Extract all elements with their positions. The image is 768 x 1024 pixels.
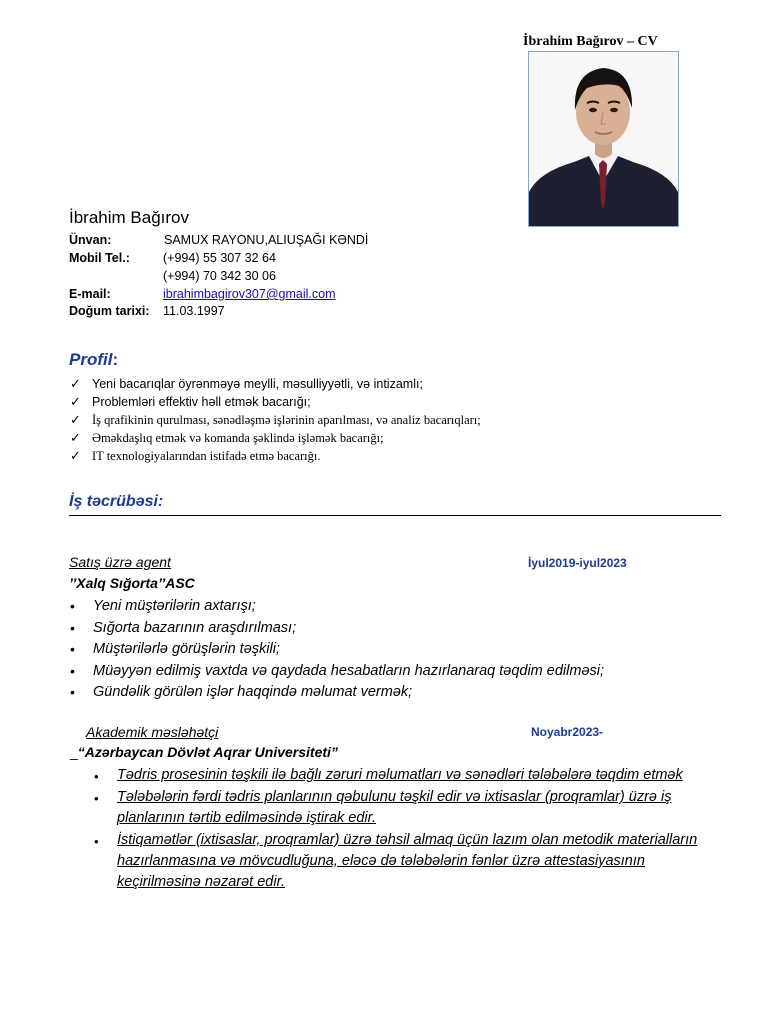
profile-item — [70, 393, 481, 411]
profile-heading-colon: : — [112, 350, 119, 369]
duty-item — [94, 787, 717, 829]
profile-item — [70, 429, 481, 447]
bullet-icon: • — [70, 662, 75, 679]
profile-item-text: Yeni bacarıqlar öyrənməyə meylli, məsulliyyətli, və intizamlı; — [92, 377, 423, 391]
duty-item — [94, 765, 717, 787]
bullet-icon: • — [70, 619, 75, 636]
section-divider — [69, 515, 721, 516]
profile-photo — [528, 51, 679, 227]
check-icon: ✓ — [70, 394, 81, 409]
profile-list — [70, 375, 481, 465]
duty-list — [94, 765, 717, 893]
company-name: ’’Xalq Sığorta’’ASC — [69, 575, 195, 591]
bullet-icon: • — [94, 769, 99, 784]
profile-heading-text: Profil — [69, 350, 113, 369]
profile-item-text: IT texnologiyalarından istifadə etmə bacarığı. — [92, 448, 321, 463]
bullet-icon: • — [94, 833, 99, 849]
duty-text: Müştərilərlə görüşlərin təşkili; — [93, 641, 280, 658]
check-icon: ✓ — [70, 448, 81, 463]
document-title: İbrahim Bağırov – CV — [523, 34, 658, 49]
duty-text: Tələbələrin fərdi tədris planlarının qəbulunu təşkil edir və ixtisaslar (proqramlar) üzrə iş planlarının tərtib edilməsində iştirak edir. — [117, 789, 672, 827]
duty-item — [70, 661, 604, 683]
email-label: E-mail: — [69, 287, 111, 301]
address-label: Ünvan: — [69, 233, 112, 247]
duty-text: Müəyyən edilmiş vaxtda və qaydada hesabatların hazırlanaraq təqdim edilməsi; — [93, 662, 605, 679]
bullet-icon: • — [94, 791, 99, 807]
dob-label: Doğum tarixi: — [69, 304, 150, 318]
duty-item — [70, 639, 604, 661]
job-title: Akademik məsləhətçi — [86, 724, 219, 740]
duty-item — [94, 830, 717, 894]
bullet-icon: • — [70, 641, 75, 658]
check-icon: ✓ — [70, 376, 81, 391]
phone-value-2: (+994) 70 342 30 06 — [163, 269, 276, 283]
duty-list — [70, 596, 604, 704]
duty-item — [70, 682, 604, 704]
job-date: Noyabr2023- — [531, 725, 604, 739]
phone-label: Mobil Tel.: — [69, 251, 130, 265]
experience-heading: İş təcrübəsi: — [69, 493, 164, 510]
duty-text: Sığorta bazarının araşdırılması; — [93, 619, 297, 636]
company-name-text: “Azərbaycan Dövlət Aqrar Universiteti” — [77, 744, 338, 760]
company-name: _“Azərbaycan Dövlət Aqrar Universiteti” — [70, 744, 338, 760]
duty-text: Tədris prosesinin təşkili ilə bağlı zəruri məlumatları və sənədləri tələbələrə təqdim etmək — [117, 767, 683, 783]
bullet-icon: • — [70, 684, 75, 701]
profile-item — [70, 375, 481, 393]
profile-item — [70, 447, 481, 465]
email-link[interactable]: ibrahimbagirov307@gmail.com — [163, 287, 336, 301]
bullet-icon: • — [70, 598, 75, 614]
profile-item-text: Problemləri effektiv həll etmək bacarığı; — [92, 395, 311, 409]
profile-item-text: Əməkdaşlıq etmək və komanda şəklində işləmək bacarığı; — [92, 430, 384, 445]
dob-value: 11.03.1997 — [163, 304, 225, 318]
check-icon: ✓ — [70, 430, 81, 445]
check-icon: ✓ — [70, 412, 81, 427]
job-title: Satış üzrə agent — [69, 554, 171, 570]
profile-item-text: İş qrafikinin qurulması, sənədləşmə işlərinin aparılması, və analiz bacarıqları; — [92, 412, 481, 427]
address-value: SAMUX RAYONU,ALIUŞAĞI KƏNDİ — [164, 233, 369, 247]
profile-heading — [69, 350, 118, 370]
full-name: İbrahim Bağırov — [69, 208, 189, 227]
duty-item — [70, 618, 604, 640]
duty-text: Gündəlik görülən işlər haqqində məlumat vermək; — [93, 684, 413, 701]
duty-text: Yeni müştərilərin axtarışı; — [93, 598, 256, 614]
duty-item — [70, 596, 604, 618]
duty-text: İstiqamətlər (ixtisaslar, proqramlar) üzrə təhsil almaq üçün lazım olan metodik materialların hazırlanmasına və mövcudluğuna, eləcə də tələbələrin fənlər üzrə attestasiyasının keçirilməsinə nəzarət edir. — [117, 831, 698, 891]
job-date: İyul2019-iyul2023 — [528, 556, 627, 570]
portrait-image — [529, 52, 678, 226]
profile-item — [70, 411, 481, 429]
phone-value-1: (+994) 55 307 32 64 — [163, 251, 276, 265]
